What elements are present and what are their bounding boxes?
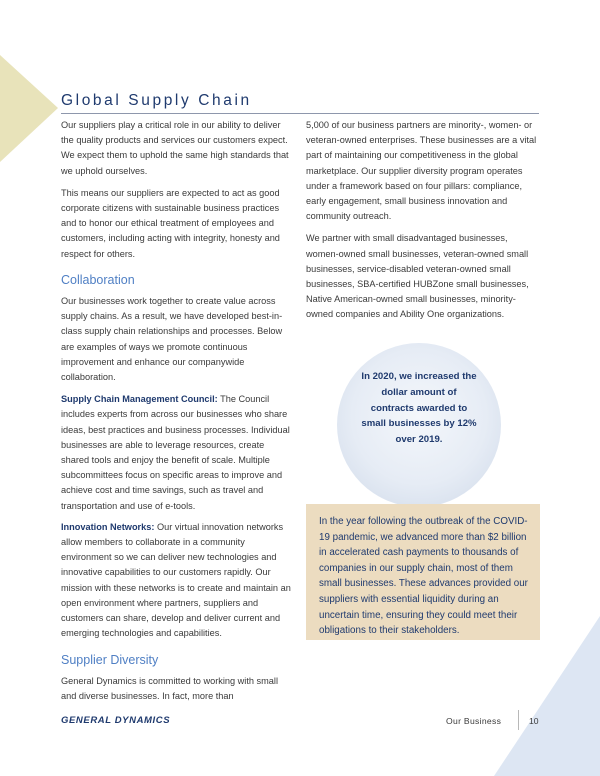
stat-callout-text: In 2020, we increased the dollar amount of contracts awarded to small businesses by 12% over 2019. <box>361 371 477 446</box>
council-lead: Supply Chain Management Council: <box>61 394 218 405</box>
covid-callout-box: In the year following the outbreak of the COVID-19 pandemic, we advanced more than $2 billion in accelerated cash payments to thousands of companies in our supply chain, most of them small businesses. These advances provided our suppliers with essential liquidity during an uncertain time, ensuring they could meet their obligations to their stakeholders. <box>306 504 540 640</box>
page-number: 10 <box>529 716 539 726</box>
decorative-triangle-right <box>490 616 600 776</box>
right-column <box>306 118 540 330</box>
company-logo: GENERAL DYNAMICS <box>61 715 171 726</box>
intro-paragraph: Our suppliers play a critical role in our ability to deliver the quality products and services our customers expect. We expect them to uphold the same high standards that we uphold ourselves. <box>61 120 289 176</box>
networks-text: Our virtual innovation networks allow members to collaborate in a community environment so we can deliver new technologies and innovative capabilities to our customers rapidly. Our mission with these networks is to create and maintain an open environment where partners, suppliers and customers can share, develop and deliver current and emerging technologies and capabilities. <box>61 521 291 639</box>
networks-lead: Innovation Networks: <box>61 521 155 532</box>
collaboration-heading: Collaboration <box>61 272 135 287</box>
council-paragraph <box>61 392 293 514</box>
title-divider <box>61 113 539 114</box>
page-title: Global Supply Chain <box>61 92 252 109</box>
supplier-diversity-heading: Supplier Diversity <box>61 652 159 667</box>
footer-section-label: Our Business <box>446 716 502 726</box>
stat-callout-circle <box>337 343 501 507</box>
left-column <box>61 118 293 711</box>
diversity-continued-paragraph: 5,000 of our business partners are minority-, women- or veteran-owned enterprises. These businesses are a vital part of maintaining our competitiveness in the global marketplace. Our supplier diversity program operates under a framework based on four pillars: compliance, early engagement, small business innovation and community outreach. <box>306 120 537 222</box>
supplier-diversity-paragraph: General Dynamics is committed to working with small and diverse businesses. In fact, more than <box>61 675 278 701</box>
networks-paragraph <box>61 520 293 642</box>
collaboration-paragraph: Our businesses work together to create value across supply chains. As a result, we have developed best-in-class supply chain relationships and processes. Below are examples of ways we promote continuous improvement and enhance our companywide collaboration. <box>61 296 283 383</box>
footer-divider <box>518 710 519 730</box>
council-text: The Council includes experts from across our businesses who share ideas, best practices and business processes. Individual businesses are able to leverage resources, create shared tools and enjoy the benefit of scale. Multiple subcommittees focus on specific areas to improve and achieve cost and time savings, such as travel and transportation and use of e-tools. <box>61 394 290 511</box>
partner-paragraph: We partner with small disadvantaged businesses, women-owned small businesses, veteran-owned small businesses, service-disabled veteran-owned small businesses, SBA-certified HUBZone small businesses, Native American-owned small businesses, minority-owned companies and Ability One organizations. <box>306 233 529 320</box>
expectations-paragraph: This means our suppliers are expected to act as good corporate citizens with sustainable business practices and to honor our ethical treatment of employees and customers, including acting with integrity, honesty and respect for others. <box>61 187 280 259</box>
decorative-triangle-left <box>0 0 60 170</box>
